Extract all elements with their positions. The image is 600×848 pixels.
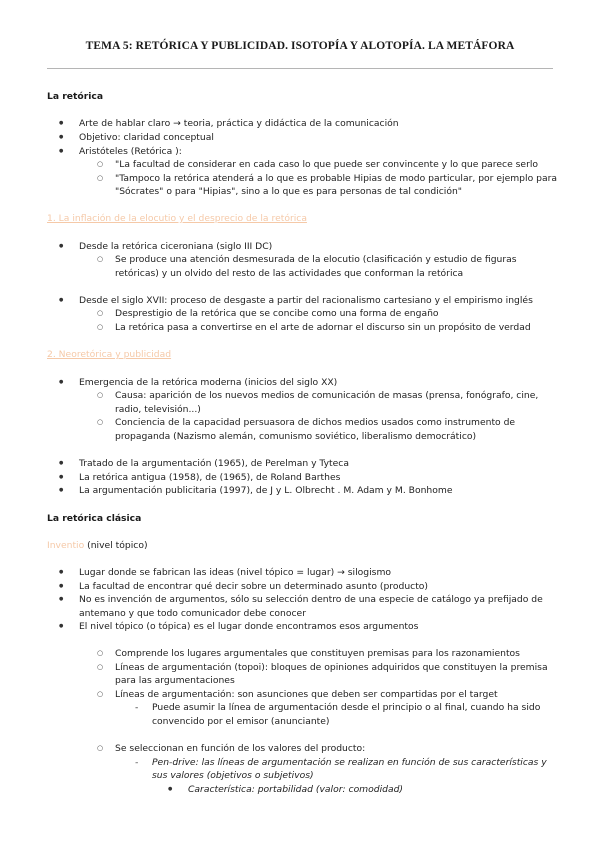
list-item: ● Lugar donde se fabrican las ideas (nivel tópico = lugar) → silogismo (79, 566, 391, 580)
section-heading-inflacion: 1. La inflación de la elocutio y el desprecio de la retórica (47, 213, 307, 224)
list-item-continuation: antemano y que todo comunicador debe conocer (79, 608, 306, 619)
sub-list-item: ○ "La facultad de considerar en cada caso lo que puede ser convincente y lo que parece serlo (115, 158, 538, 172)
dash-list-item-continuation: sus valores (objetivos o subjetivos) (152, 770, 314, 781)
sub-list-item: ○ La retórica pasa a convertirse en el arte de adornar el discurso sin un propósito de verdad (115, 321, 531, 335)
sub-list-item: ○ Se produce una atención desmesurada de la elocutio (clasificación y estudio de figuras (115, 253, 555, 267)
sub-list-item: ○ Líneas de argumentación (topoi): bloques de opiniones adquiridos que constituyen la premisa (115, 661, 555, 675)
page-title: TEMA 5: RETÓRICA Y PUBLICIDAD. ISOTOPÍA Y ALOTOPÍA. LA METÁFORA (85, 40, 515, 52)
list-item: ● Arte de hablar claro → teoria, práctica y didáctica de la comunicación (79, 117, 399, 131)
section-heading-retorica-clasica: La retórica clásica (47, 513, 142, 524)
sub-list-item: ○ Comprende los lugares argumentales que constituyen premisas para los razonamientos (115, 647, 520, 661)
sub-list-item-continuation: radio, televisión...) (115, 404, 201, 415)
title-divider (47, 68, 553, 69)
dash-list-item: - Pen-drive: las líneas de argumentación se realizan en función de sus características y (152, 756, 555, 770)
list-item: ● No es invención de argumentos, sólo su selección dentro de una especie de catálogo ya prefijado de (79, 593, 555, 607)
nested-list-item: ● Característica: portabilidad (valor: comodidad) (188, 783, 403, 797)
list-item: ● La retórica antigua (1958), de (1965), de Roland Barthes (79, 471, 340, 485)
sub-list-item-continuation: propaganda (Nazismo alemán, comunismo soviético, liberalismo democrático) (115, 431, 477, 442)
sub-list-item: ○ Se seleccionan en función de los valores del producto: (115, 742, 365, 756)
dash-list-item-continuation: convencido por el emisor (anunciante) (152, 716, 330, 727)
section-heading-neoretorica: 2. Neoretórica y publicidad (47, 349, 172, 360)
inventio-term: Inventio (47, 540, 85, 551)
list-item: ● Aristóteles (Retórica ): (79, 145, 182, 159)
sub-list-item: ○ Conciencia de la capacidad persuasora de dichos medios usados como instrumento de (115, 416, 555, 430)
inventio-note: (nivel tópico) (84, 540, 148, 551)
sub-list-item-continuation: retóricas) y un olvido del resto de las actividades que conforman la retórica (115, 268, 464, 279)
sub-list-item: ○ Desprestigio de la retórica que se concibe como una forma de engaño (115, 307, 439, 321)
sub-list-item-continuation: "Sócrates" o para "Hipias", sino a lo que es para personas de tal condición" (115, 186, 463, 197)
sub-list-item: ○ Líneas de argumentación: son asunciones que deben ser compartidas por el target (115, 688, 498, 702)
list-item: ● Emergencia de la retórica moderna (inicios del siglo XX) (79, 376, 337, 390)
sub-list-item-continuation: para las argumentaciones (115, 675, 235, 686)
list-item: ● La facultad de encontrar qué decir sobre un determinado asunto (producto) (79, 580, 428, 594)
sub-list-item: ○ Causa: aparición de los nuevos medios de comunicación de masas (prensa, fonógrafo, cine, (115, 389, 555, 403)
list-item: ● La argumentación publicitaria (1997), de J y L. Olbrecht . M. Adam y M. Bonhome (79, 484, 452, 498)
list-item: ● Objetivo: claridad conceptual (79, 131, 214, 145)
list-item: ● Desde la retórica ciceroniana (siglo III DC) (79, 240, 272, 254)
list-item: ● Desde el siglo XVII: proceso de desgaste a partir del racionalismo cartesiano y el empirismo inglés (79, 294, 533, 308)
inventio-label (47, 539, 148, 553)
sub-list-item: ○ "Tampoco la retórica atenderá a lo que es probable Hipias de modo particular, por ejemplo para (115, 172, 557, 186)
section-heading-la-retorica: La retórica (47, 91, 104, 102)
list-item: ● Tratado de la argumentación (1965), de Perelman y Tyteca (79, 457, 349, 471)
list-item: ● El nivel tópico (o tópica) es el lugar donde encontramos esos argumentos (79, 620, 418, 634)
dash-list-item: - Puede asumir la línea de argumentación desde el principio o al final, cuando ha sido (152, 701, 555, 715)
